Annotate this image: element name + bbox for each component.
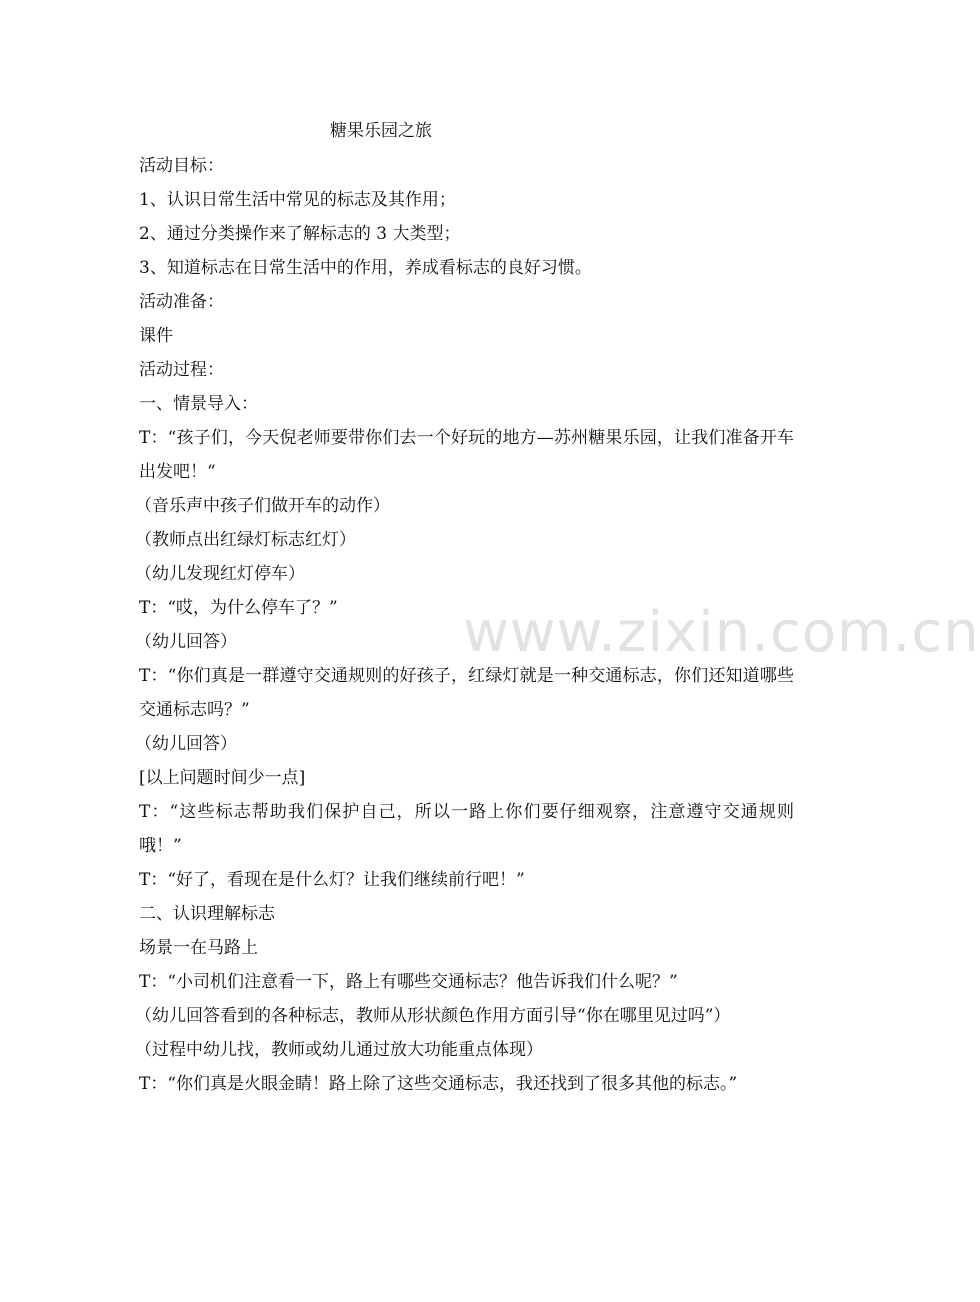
paragraph: [以上问题时间少一点]	[139, 768, 306, 788]
paragraph: T：“你们真是火眼金睛！路上除了这些交通标志，我还找到了很多其他的标志。”	[139, 1074, 738, 1094]
paragraph: T：“这些标志帮助我们保护自己，所以一路上你们要仔细观察，注意遵守交通规则哦！”	[139, 802, 794, 856]
paragraph: （教师点出红绿灯标志红灯）	[135, 530, 356, 550]
scene-heading: 场景一在马路上	[139, 938, 258, 958]
preparation-item: 课件	[139, 326, 173, 346]
paragraph: T：“哎，为什么停车了？”	[139, 598, 338, 618]
paragraph: T：“孩子们，今天倪老师要带你们去一个好玩的地方—苏州糖果乐园，让我们准备开车出发吧！“	[139, 428, 794, 482]
section-heading-preparation: 活动准备：	[139, 292, 224, 312]
process-step-2-heading: 二、认识理解标志	[139, 904, 275, 924]
watermark: www.zixin.com.cn	[463, 600, 980, 665]
paragraph: T：“小司机们注意看一下，路上有哪些交通标志？他告诉我们什么呢？”	[139, 972, 678, 992]
goal-item-3: 3、知道标志在日常生活中的作用，养成看标志的良好习惯。	[139, 258, 592, 278]
process-step-1-heading: 一、情景导入：	[139, 394, 258, 414]
paragraph: （幼儿回答看到的各种标志，教师从形状颜色作用方面引导“你在哪里见过吗”）	[135, 1006, 731, 1026]
document-title: 糖果乐园之旅	[330, 121, 432, 141]
paragraph: （过程中幼儿找，教师或幼儿通过放大功能重点体现）	[135, 1040, 543, 1060]
section-heading-process: 活动过程：	[139, 360, 224, 380]
paragraph: （幼儿回答）	[135, 734, 237, 754]
paragraph: T：“你们真是一群遵守交通规则的好孩子，红绿灯就是一种交通标志，你们还知道哪些交通标志吗？”	[139, 666, 794, 720]
goal-item-2: 2、通过分类操作来了解标志的 3 大类型；	[139, 224, 461, 244]
goal-item-1: 1、认识日常生活中常见的标志及其作用；	[139, 190, 456, 210]
paragraph: （音乐声中孩子们做开车的动作）	[135, 496, 390, 516]
paragraph: （幼儿回答）	[135, 632, 237, 652]
paragraph: （幼儿发现红灯停车）	[135, 564, 305, 584]
paragraph: T：“好了，看现在是什么灯？让我们继续前行吧！”	[139, 870, 525, 890]
section-heading-goals: 活动目标：	[139, 156, 224, 176]
